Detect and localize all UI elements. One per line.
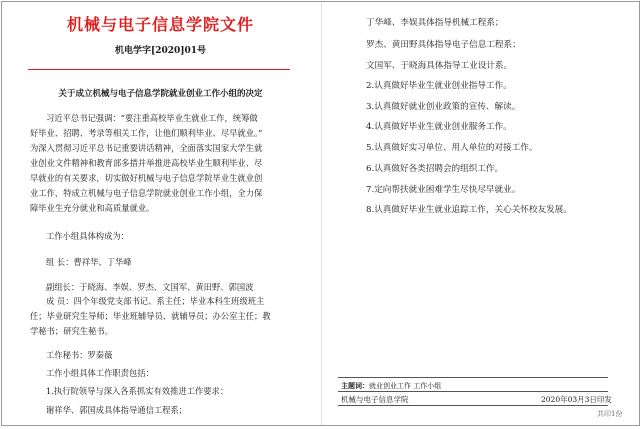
issue-date: 2020年03月3日印发 xyxy=(541,395,612,404)
secretary-line: 工作秘书：罗秦薇 xyxy=(46,350,113,360)
duty-item: 3.认真做好就业创业政策的宣传、解读。 xyxy=(366,102,521,112)
intro-line: 业工作，特成立机械与电子信息学院就业创业工作小组，全力保 xyxy=(30,188,263,198)
footer-middle-line xyxy=(338,391,608,392)
right-line: 文国军、于晓海具体指导工业设计系。 xyxy=(366,61,513,71)
document-number: 机电学字[2020]01号 xyxy=(114,46,207,56)
duty-item: 2.认真做好毕业生就业创业指导工作。 xyxy=(366,81,512,91)
issuing-office: 机械与电子信息学院 xyxy=(341,395,409,404)
duty-item: 7.定向帮扶就业困难学生尽快尽早就业。 xyxy=(366,185,521,195)
print-count: 共印1份 xyxy=(597,410,623,418)
subject-keywords xyxy=(341,381,441,391)
leader-line: 组 长：曹祥华、丁华峰 xyxy=(46,257,132,267)
right-line: 罗杰、黄田野具体指导电子信息工程系； xyxy=(366,40,521,50)
intro-line: 好毕业、招聘、考录等相关工作，让他们顺利毕业、尽早就业。” xyxy=(30,128,263,138)
page-divider xyxy=(321,2,322,425)
intro-line: 为深入贯彻习近平总书记重要讲话精神，全面落实国家大学生就 xyxy=(30,143,263,153)
duties-heading: 工作小组具体工作职责包括： xyxy=(46,368,154,378)
duty-item: 8.认真做好毕业生就业追踪工作，关心关怀校友发展。 xyxy=(366,205,572,215)
intro-line: 习近平总书记强调：“要注重高校毕业生就业工作，统筹做 xyxy=(46,113,258,123)
deputy-line: 副组长：于晓海、李娱、罗杰、文国军、黄田野、郭国波 xyxy=(46,282,254,292)
footer-top-line xyxy=(338,377,608,378)
intro-line: 业创业文件精神和教育部多措并举推进高校毕业生顺利毕业、尽 xyxy=(30,158,263,168)
duty-item: 5.认真做好实习单位、用人单位的对接工作。 xyxy=(366,143,538,153)
members-line: 成 员：四个年级党支部书记、系主任；毕业本科生班级班主 xyxy=(46,296,265,306)
decision-title: 关于成立机械与电子信息学院就业创业工作小组的决定 xyxy=(58,89,263,99)
duty-item: 4.认真做好毕业生就业创业服务工作。 xyxy=(366,122,512,132)
red-separator-line xyxy=(28,69,290,70)
subject-label: 主题词： xyxy=(341,381,369,390)
duty-item: 1.执行院领导与深入各系抓实有效推进工作要求： xyxy=(46,386,229,396)
members-line: 任；毕业研究生导师；毕业班辅导员、就辅导员；办公室主任；教 xyxy=(30,311,271,321)
document-title: 机械与电子信息学院文件 xyxy=(66,15,254,34)
right-line: 丁华峰、李娱具体指导机械工程系； xyxy=(366,18,504,28)
footer-bottom-line xyxy=(338,405,608,406)
intro-line: 早就业的有关要求，切实做好机械与电子信息学院毕业生就业创 xyxy=(30,173,263,183)
duty-item: 6.认真做好各类招聘会的组织工作。 xyxy=(366,164,504,174)
duty-item-continued: 谢祥华、郭国成具体指导通信工程系； xyxy=(46,405,188,415)
subject-text: 就业创业工作 工作小组 xyxy=(369,382,442,390)
members-line: 学秘书；研究生秘书。 xyxy=(30,326,113,336)
members-heading: 工作小组具体构成为： xyxy=(46,231,129,241)
intro-line: 障毕业生充分就业和高质量就业。 xyxy=(30,203,155,213)
